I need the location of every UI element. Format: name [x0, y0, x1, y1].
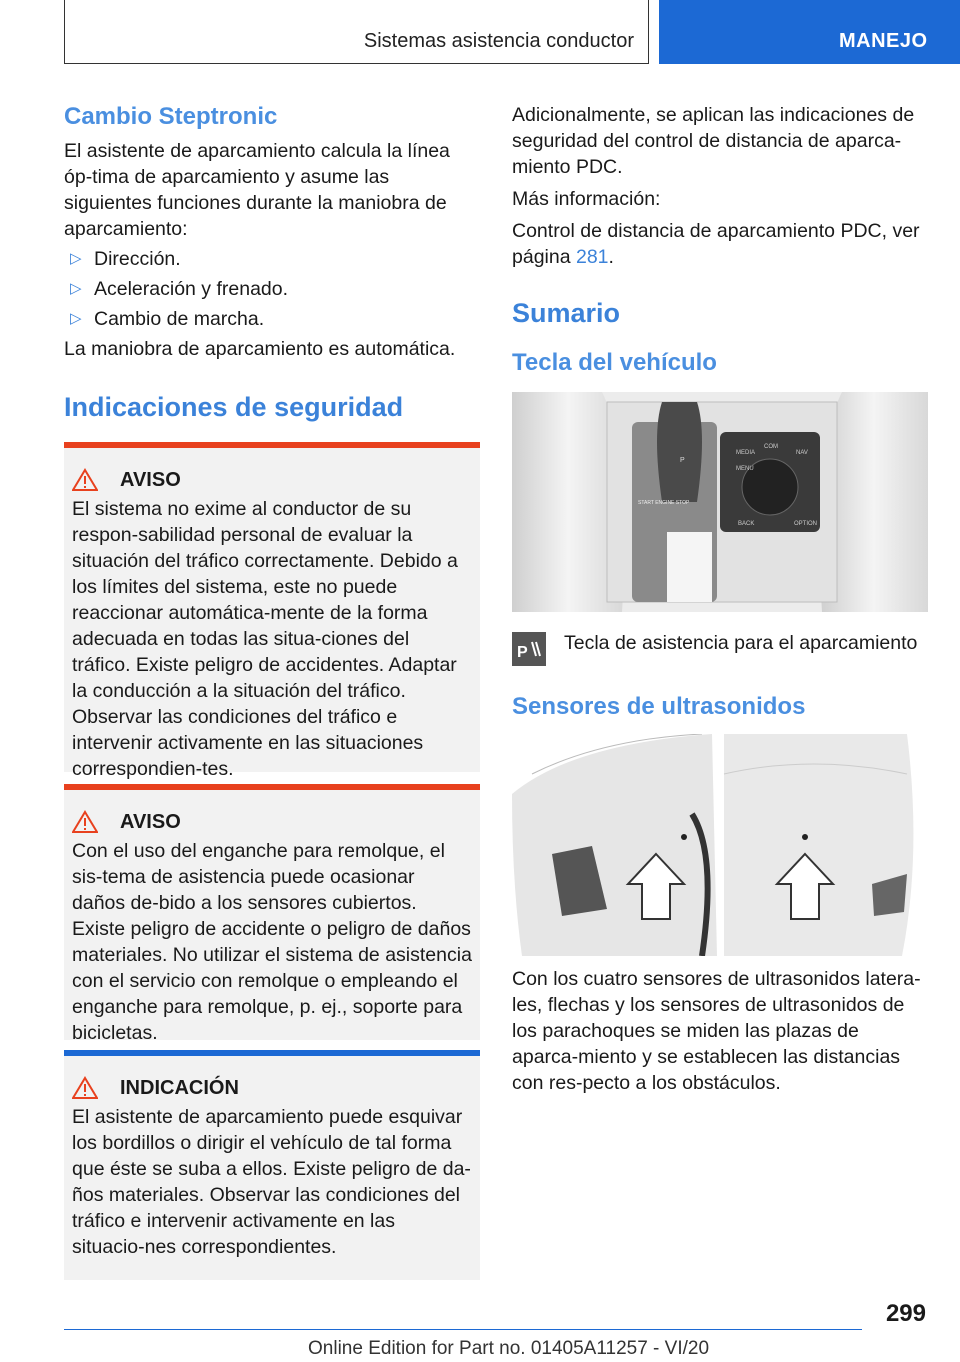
console-label-p: P: [680, 457, 685, 464]
notice-warning-1: [64, 442, 480, 780]
notice-info: [64, 1050, 480, 1280]
bumper-sensors-illustration: [512, 734, 928, 956]
header-tab-label: MANEJO: [839, 30, 928, 52]
steptronic-heading: Cambio Steptronic: [64, 103, 278, 130]
warning-triangle-icon: [72, 810, 98, 834]
footer-divider: [64, 1329, 862, 1330]
safety-heading: Indicaciones de seguridad: [64, 392, 404, 422]
header-tab-manejo[interactable]: [659, 0, 960, 64]
console-label-back: BACK: [738, 521, 755, 527]
park-assist-icon: [512, 632, 546, 666]
console-image: [512, 392, 928, 612]
notice-text: El asistente de aparcamiento puede esquivar los bordillos o dirigir el vehículo de tal forma que éste se suba a ellos. Existe peligro de da-ños materiales. Observar las condiciones del tráfico e intervenir activamente en las situacio-nes correspondientes.: [72, 1106, 471, 1258]
console-label-menu: MENU: [736, 466, 754, 472]
more-info-text: Control de distancia de aparcamiento PDC, ver página 281.: [512, 220, 920, 268]
button-caption-row: [512, 632, 928, 666]
notice-label: AVISO: [120, 810, 181, 833]
warning-triangle-icon: [72, 468, 98, 492]
left-column: [64, 102, 480, 1280]
notice-label: INDICACIÓN: [120, 1076, 239, 1099]
header-section-title: Sistemas asistencia conductor: [363, 30, 634, 52]
svg-text:P: P: [517, 644, 528, 661]
triangle-right-icon: ▷: [70, 310, 82, 327]
list-item: ▷ Cambio de marcha.: [70, 308, 265, 330]
button-caption: Tecla de asistencia para el aparcamiento: [564, 631, 918, 654]
tecla-heading: Tecla del vehículo: [512, 349, 717, 376]
warning-triangle-icon: [72, 1076, 98, 1100]
triangle-right-icon: ▷: [70, 280, 82, 297]
sumario-heading: Sumario: [512, 298, 621, 328]
page-link[interactable]: 281: [575, 246, 609, 268]
notice-warning-2: [64, 784, 480, 1044]
header-box: [64, 0, 649, 64]
notice-text: El sistema no exime al conductor de su respon-sabilidad personal de evaluar la situación del tráfico correctamente. Debido a los límites del sistema, este no puede reaccionar automática-mente de la forma adecuada en todas las situa-ciones del tráfico. Existe peligro de accidentes. Adaptar la conducción a la situación del tráfico. Observar las condiciones del tráfico e intervenir activamente en las situaciones correspondien-tes.: [72, 498, 458, 780]
page-number: 299: [885, 1300, 926, 1327]
triangle-right-icon: ▷: [70, 250, 82, 267]
notice-label: AVISO: [120, 468, 181, 491]
console-label-start: START ENGINE STOP: [638, 500, 690, 506]
more-info-label: Más información:: [512, 188, 661, 210]
notice-text: Con el uso del enganche para remolque, el sis-tema de asistencia puede ocasionar daños de-bido a los sensores cubiertos. Existe peligro de accidente o peligro de daños materiales. No utilizar el sistema de asistencia con el servicio con remolque o empleando el enganche para remolque, p. ej., soporte para bicicletas.: [72, 840, 472, 1044]
footer-edition: Online Edition for Part no. 01405A11257 - VI/20: [308, 1338, 710, 1359]
console-label-nav: NAV: [796, 450, 808, 456]
sensores-heading: Sensores de ultrasonidos: [512, 693, 806, 720]
console-label-media: MEDIA: [736, 450, 756, 456]
steptronic-intro: El asistente de aparcamiento calcula la línea óp-tima de aparcamiento y asume las siguientes funciones durante la maniobra de aparcamiento:: [64, 140, 450, 240]
center-console-illustration: [512, 392, 928, 612]
right-column: [512, 102, 928, 1096]
steptronic-outro: La maniobra de aparcamiento es automática.: [64, 338, 456, 360]
steptronic-bullets: [64, 246, 480, 332]
sensores-text: Con los cuatro sensores de ultrasonidos latera-les, flechas y los sensores de ultrasonidos de los parachoques se miden las plazas de aparca-miento y se establecen las distancias con res-pecto a los obstáculos.: [512, 968, 921, 1094]
bumper-image: [512, 734, 928, 956]
pdc-intro: Adicionalmente, se aplican las indicaciones de seguridad del control de distancia de aparca-miento PDC.: [512, 104, 915, 178]
list-item: ▷ Dirección.: [70, 248, 181, 270]
console-label-option: OPTION: [794, 521, 818, 527]
list-item: ▷ Aceleración y frenado.: [70, 278, 289, 300]
console-label-com: COM: [764, 444, 778, 450]
